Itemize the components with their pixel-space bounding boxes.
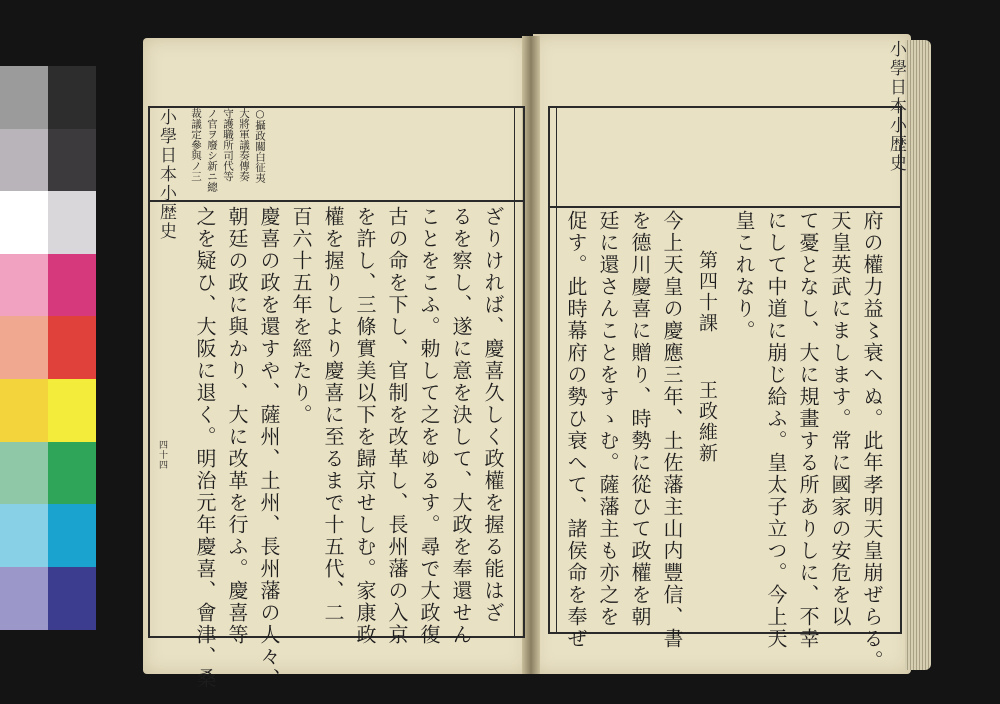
left-inner-rule — [514, 106, 515, 636]
text-column: て憂となし、大に規畫する所ありしに、不幸 — [796, 210, 820, 650]
text-column: 廷に還さんことをすゝむ。薩藩主も亦之を — [596, 210, 620, 628]
color-patch — [48, 129, 96, 192]
color-patch — [48, 316, 96, 379]
header-note-line: 大將軍議奏傳奏 — [238, 108, 250, 182]
text-column: 古の命を下し、官制を改革し、長州藩の入京 — [385, 206, 409, 646]
text-column: を德川慶喜に贈り、時勢に從ひて政權を朝 — [628, 210, 652, 628]
text-column: を許し、三條實美以下を歸京せしむ。家康政 — [353, 206, 377, 646]
color-calibration-strip — [0, 66, 96, 630]
color-patch — [0, 316, 48, 379]
color-patch — [48, 66, 96, 129]
color-patch — [48, 191, 96, 254]
color-patch — [0, 66, 48, 129]
color-patch — [48, 504, 96, 567]
color-patch — [48, 567, 96, 630]
color-patch — [48, 254, 96, 317]
color-patch — [0, 379, 48, 442]
lesson-number: 第四十課 — [696, 250, 718, 334]
header-note-line: 守護職所司代等 — [222, 108, 234, 182]
text-column: 慶喜の政を還すや、薩州、土州、長州藩の人々、 — [257, 206, 281, 690]
color-patch — [0, 191, 48, 254]
text-column: 府の權力益〻衰へぬ。此年孝明天皇崩ぜらる。 — [860, 210, 884, 672]
text-column: にして中道に崩じ給ふ。皇太子立つ。今上天 — [764, 210, 788, 650]
color-patch — [0, 504, 48, 567]
left-folio-number: 四十四 — [157, 440, 167, 470]
right-inner-rule — [556, 106, 557, 632]
color-patch — [48, 442, 96, 505]
text-column: 朝廷の政に與かり、大に改革を行ふ。慶喜等 — [225, 206, 249, 646]
left-header-rule — [148, 200, 523, 202]
text-column: るを察し、遂に意を決して、大政を奉還せん — [449, 206, 473, 646]
color-patch — [0, 129, 48, 192]
text-column: ざりければ、慶喜久しく政權を握る能はざ — [481, 206, 505, 624]
left-spine-title: 小學日本小歴史 — [156, 108, 176, 241]
header-note-line: ○攝政關白征夷 — [254, 108, 266, 183]
header-note-line: 裁議定參與ノ三 — [190, 108, 202, 182]
text-column: 促す。此時幕府の勢ひ衰へて、諸侯命を奉ぜ — [564, 210, 588, 650]
text-column: 之を疑ひ、大阪に退く。明治元年慶喜、會津、桑 — [193, 206, 217, 690]
text-column: 今上天皇の慶應三年、土佐藩主山内豐信、書 — [660, 210, 684, 650]
right-header-rule — [548, 206, 900, 208]
color-patch — [0, 567, 48, 630]
header-note-line: ノ官ヲ廢シ新ニ總 — [206, 108, 218, 192]
text-column: ことをこふ。勅して之をゆるす。尋で大政復 — [417, 206, 441, 646]
text-column: 皇これなり。 — [732, 210, 756, 342]
color-patch — [48, 379, 96, 442]
color-patch — [0, 254, 48, 317]
text-column: 百六十五年を經たり。 — [289, 206, 313, 426]
color-patch — [0, 442, 48, 505]
text-column: 權を握りしより慶喜に至るまで十五代、二 — [321, 206, 345, 624]
right-spine-title: 小學日本小歴史 — [886, 40, 906, 173]
lesson-title: 王政維新 — [696, 380, 718, 464]
text-column: 天皇英武にまします。常に國家の安危を以 — [828, 210, 852, 628]
